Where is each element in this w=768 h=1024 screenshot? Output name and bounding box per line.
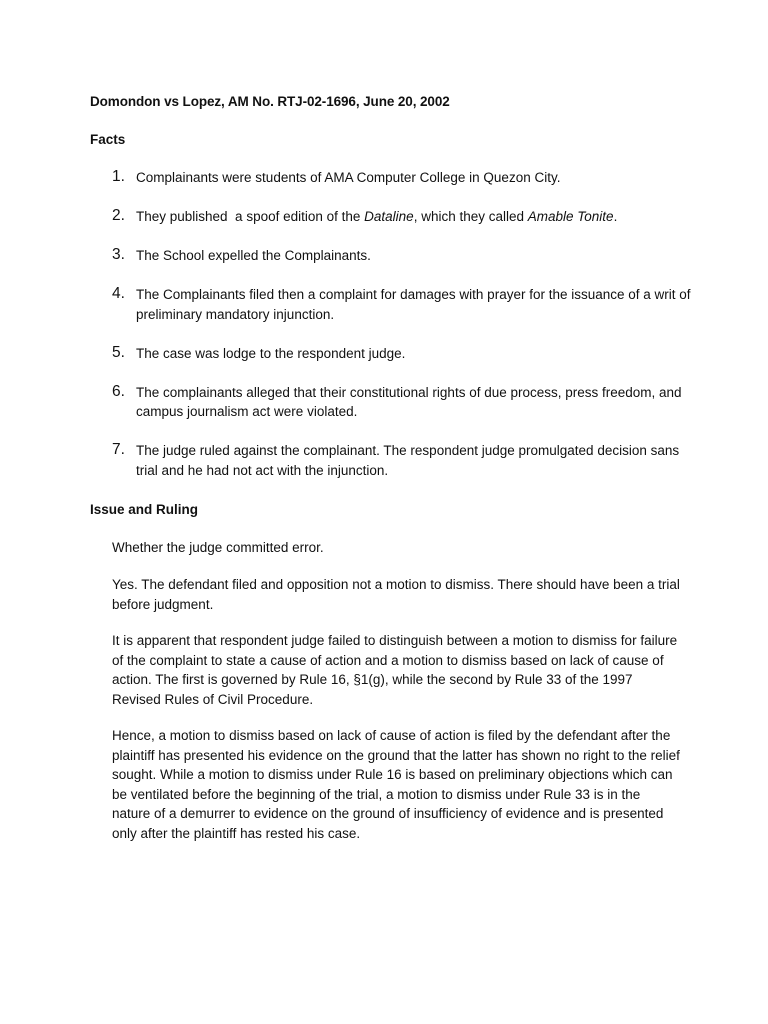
list-item (112, 344, 692, 364)
list-item-number: 1. (112, 168, 125, 185)
ruling-answer-paragraph: Yes. The defendant filed and opposition not a motion to dismiss. There should have been a trial before judgment. (112, 577, 680, 612)
facts-list (112, 168, 692, 500)
list-item (112, 383, 692, 422)
list-item-text: Complainants were students of AMA Computer College in Quezon City. (136, 170, 561, 185)
list-item-text: The School expelled the Complainants. (136, 248, 371, 263)
list-item-text: The complainants alleged that their constitutional rights of due process, press freedom, and campus journalism act were violated. (136, 384, 682, 419)
publication-name-amable-tonite: Amable Tonite (527, 209, 614, 224)
list-item-text (136, 209, 617, 224)
list-item-number: 4. (112, 285, 125, 302)
list-item (112, 168, 692, 188)
list-item-number: 6. (112, 382, 125, 400)
list-item-number: 7. (112, 441, 125, 458)
list-item (112, 285, 692, 324)
list-item (112, 441, 692, 480)
list-item (112, 207, 692, 227)
publication-name-dataline: Dataline (364, 209, 414, 224)
list-item-number: 3. (112, 246, 125, 263)
list-item-text: The judge ruled against the complainant. The respondent judge promulgated decision sans trial and he had not act with the injunction. (136, 443, 680, 478)
list-item-number: 2. (112, 207, 125, 224)
text-segment: They published a spoof edition of the (136, 209, 365, 224)
document-title: Domondon vs Lopez, AM No. RTJ-02-1696, June 20, 2002 (90, 94, 450, 109)
text-segment: , which they called (413, 209, 528, 224)
list-item-text: The case was lodge to the respondent judge. (136, 345, 406, 361)
issue-question-paragraph: Whether the judge committed error. (112, 540, 324, 555)
list-item-text: The Complainants filed then a complaint for damages with prayer for the issuance of a writ of preliminary mandatory injunction. (136, 287, 691, 322)
ruling-rule-distinction-paragraph: It is apparent that respondent judge failed to distinguish between a motion to dismiss for failure of the complaint to state a cause of action and a motion to dismiss based on lack of cause of action. The first is governed by Rule 16, §1(g), while the second by Rule 33 of the 1997 Revised Rules of Civil Procedure. (112, 633, 678, 707)
ruling-hence-paragraph: Hence, a motion to dismiss based on lack of cause of action is filed by the defendant after the plaintiff has presented his evidence on the ground that the latter has shown no right to the relief sought. While a motion to dismiss under Rule 16 is based on preliminary objections which can be ventilated before the beginning of the trial, a motion to dismiss under Rule 33 is in the nature of a demurrer to evidence on the ground of insufficiency of evidence and is presented only after the plaintiff has rested his case. (112, 728, 680, 841)
list-item (112, 246, 692, 266)
list-item-number: 5. (112, 343, 125, 361)
issue-ruling-heading: Issue and Ruling (90, 502, 199, 517)
text-segment: . (613, 209, 618, 224)
facts-heading: Facts (90, 132, 126, 147)
